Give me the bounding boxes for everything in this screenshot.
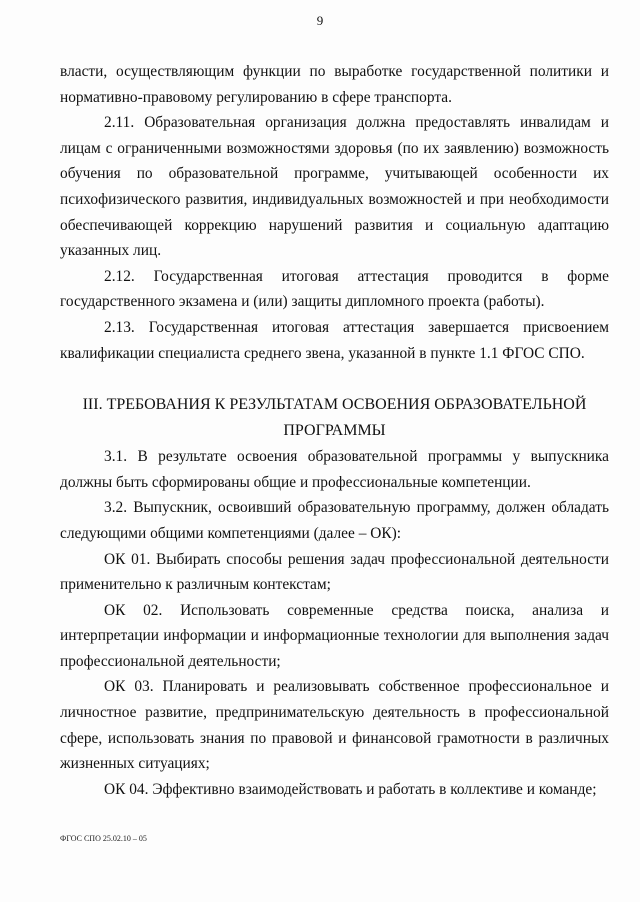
paragraph-2-13: 2.13. Государственная итоговая аттестация завершается присвоением квалификации специалиста среднего звена, указанной в пункте 1.1 ФГОС СПО.: [60, 318, 609, 362]
section-heading: III. ТРЕБОВАНИЯ К РЕЗУЛЬТАТАМ ОСВОЕНИЯ ОБРАЗОВАТЕЛЬНОЙ ПРОГРАММЫ: [82, 396, 587, 440]
competency-ok-03: ОК 03. Планировать и реализовывать собственное профессиональное и личностное развитие, предпринимательскую деятельность в профессиональной сфере, использовать знания по правовой и финансовой грамотности в различных жизненных ситуациях;: [60, 678, 609, 773]
competency-ok-04: ОК 04. Эффективно взаимодействовать и работать в коллективе и команде;: [104, 780, 597, 798]
paragraph-2-12: 2.12. Государственная итоговая аттестация проводится в форме государственного экзамена и (или) защиты дипломного проекта (работы).: [60, 267, 609, 311]
competency-ok-01: ОК 01. Выбирать способы решения задач профессиональной деятельности применительно к различным контекстам;: [60, 550, 609, 594]
paragraph-3-2: 3.2. Выпускник, освоивший образовательную программу, должен обладать следующими общими компетенциями (далее – ОК):: [60, 499, 609, 542]
page-number: 9: [316, 13, 324, 28]
paragraph-3-1: 3.1. В результате освоения образовательной программы у выпускника должны быть сформированы общие и профессиональные компетенции.: [60, 448, 609, 491]
document-body: [60, 59, 609, 802]
competency-ok-02: ОК 02. Использовать современные средства поиска, анализа и интерпретации информации и информационные технологии для выполнения задач профессиональной деятельности;: [60, 601, 609, 670]
paragraph-continuation: власти, осуществляющим функции по выработке государственной политики и нормативно-правовому регулированию в сфере транспорта.: [60, 63, 609, 106]
footer-document-code: ФГОС СПО 25.02.10 – 05: [60, 834, 147, 843]
paragraph-2-11: 2.11. Образовательная организация должна предоставлять инвалидам и лицам с ограниченными возможностями здоровья (по их заявлению) возможность обучения по образовательной программе, учитывающей особенности их психофизического развития, индивидуальных возможностей и при необходимости обеспечивающей коррекцию нарушений развития и социальную адаптацию указанных лиц.: [60, 114, 609, 260]
